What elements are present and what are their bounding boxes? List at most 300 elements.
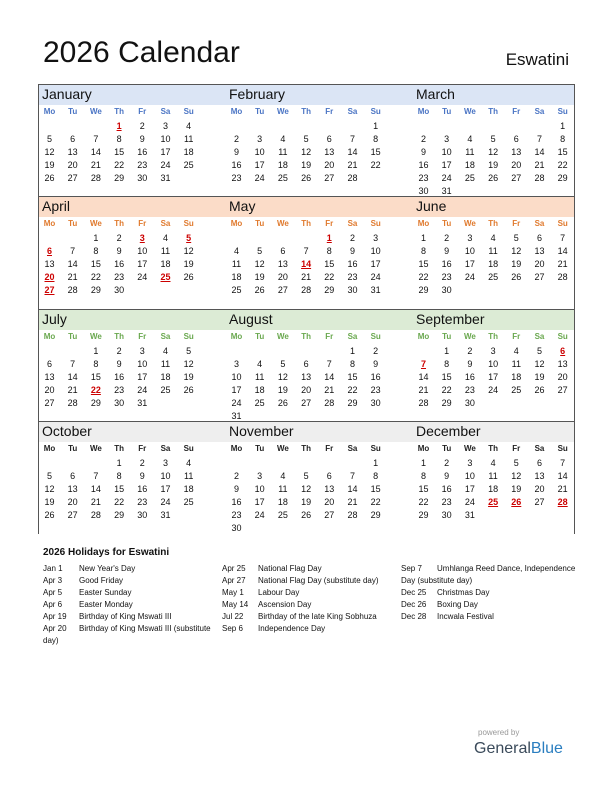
day-cell: 27: [67, 510, 78, 520]
day-cell: 27: [324, 173, 335, 183]
day-cell: 25: [488, 272, 499, 282]
weekday-label: Su: [370, 219, 381, 228]
day-cell: 17: [464, 484, 475, 494]
day-cell: 10: [464, 246, 475, 256]
day-cell: 16: [137, 147, 148, 157]
day-cell: 19: [534, 372, 545, 382]
month-december: [412, 421, 574, 533]
holiday-name: Birthday of King Mswati III (substitute day): [43, 624, 211, 645]
day-cell: 20: [67, 497, 78, 507]
day-cell: 29: [324, 285, 335, 295]
day-cell: 21: [347, 160, 358, 170]
day-cell: 26: [534, 385, 545, 395]
day-cell: 30: [114, 285, 125, 295]
holiday-item: [401, 611, 576, 623]
weekday-label: Tu: [68, 444, 78, 453]
day-cell: 22: [347, 385, 358, 395]
day-cell: 2: [116, 233, 122, 243]
weekday-label: Tu: [255, 219, 265, 228]
day-cell: 17: [254, 497, 265, 507]
day-cell: 26: [301, 173, 312, 183]
weekday-label: Th: [488, 332, 498, 341]
holidays-column-1: [43, 563, 215, 647]
day-cell: 26: [183, 385, 194, 395]
weekday-label: We: [463, 332, 476, 341]
day-cell: 22: [557, 160, 568, 170]
day-cell: 1: [420, 233, 426, 243]
weekday-label: Sa: [347, 444, 358, 453]
day-cell: 20: [301, 385, 312, 395]
day-cell: 16: [231, 160, 242, 170]
weekday-label: Sa: [534, 444, 545, 453]
weekday-label: Sa: [534, 107, 545, 116]
day-cell: 18: [231, 272, 242, 282]
powered-by-text: powered by: [478, 728, 520, 737]
holiday-name: New Year's Day: [79, 564, 136, 573]
weekday-label: Fr: [512, 444, 521, 453]
holiday-item: [401, 563, 576, 587]
month-name: November: [229, 423, 294, 439]
weekday-label: Mo: [230, 219, 243, 228]
day-cell: 20: [324, 497, 335, 507]
day-cell: 10: [160, 471, 171, 481]
day-cell: 3: [444, 134, 450, 144]
day-cell: 17: [231, 385, 242, 395]
day-cell: 30: [441, 285, 452, 295]
holiday-date: Jan 1: [43, 564, 63, 573]
day-cell: 28: [90, 510, 101, 520]
day-cell: 20: [324, 160, 335, 170]
weekday-label: Fr: [138, 107, 147, 116]
day-cell: 15: [441, 372, 452, 382]
day-cell: 24: [160, 160, 171, 170]
day-cell: 7: [93, 134, 99, 144]
day-cell: 3: [467, 233, 473, 243]
day-cell: 2: [139, 121, 145, 131]
calendar-grid: [38, 84, 574, 534]
day-cell: 19: [301, 160, 312, 170]
weekday-label: Mo: [417, 332, 430, 341]
day-cell: 21: [418, 385, 429, 395]
day-cell: 2: [467, 346, 473, 356]
day-cell: 12: [511, 246, 522, 256]
weekday-label: Tu: [442, 107, 452, 116]
weekday-label: We: [89, 219, 102, 228]
day-cell: 21: [67, 272, 78, 282]
day-cell: 7: [349, 471, 355, 481]
day-cell: 13: [557, 359, 568, 369]
day-cell: 16: [441, 259, 452, 269]
day-cell: 13: [67, 147, 78, 157]
day-cell: 26: [183, 272, 194, 282]
day-cell: 22: [324, 272, 335, 282]
holiday-date: Apr 6: [43, 600, 63, 609]
weekday-label: Th: [488, 107, 498, 116]
holiday-day: 25: [488, 497, 499, 507]
holiday-date: Dec 25: [401, 588, 427, 597]
holiday-day: 1: [116, 121, 122, 131]
day-cell: 16: [441, 484, 452, 494]
day-cell: 16: [347, 259, 358, 269]
weekday-label: Fr: [512, 219, 521, 228]
holiday-date: Jul 22: [222, 612, 244, 621]
holiday-day: 27: [44, 285, 55, 295]
day-cell: 11: [184, 134, 194, 144]
month-august: [225, 309, 387, 421]
day-cell: 24: [488, 385, 499, 395]
holiday-name: Easter Sunday: [79, 588, 132, 597]
day-cell: 7: [536, 134, 542, 144]
day-cell: 3: [233, 359, 239, 369]
month-january: [38, 84, 200, 196]
day-cell: 15: [324, 259, 335, 269]
holiday-item: [43, 587, 215, 599]
weekday-label: Mo: [417, 107, 430, 116]
day-cell: 25: [231, 285, 242, 295]
day-cell: 12: [183, 246, 194, 256]
holiday-name: Birthday of the late King Sobhuza: [258, 612, 377, 621]
day-cell: 25: [254, 398, 265, 408]
weekday-label: Fr: [138, 444, 147, 453]
weekday-label: Su: [183, 107, 194, 116]
weekday-label: Mo: [43, 444, 56, 453]
day-cell: 23: [441, 272, 452, 282]
day-cell: 13: [324, 484, 335, 494]
day-cell: 27: [534, 497, 545, 507]
weekday-label: Sa: [347, 219, 358, 228]
holiday-day: 7: [420, 359, 426, 369]
weekday-label: Fr: [325, 332, 334, 341]
day-cell: 13: [44, 259, 55, 269]
holiday-item: [43, 611, 215, 623]
day-cell: 23: [114, 385, 125, 395]
day-cell: 10: [488, 359, 499, 369]
day-cell: 29: [90, 398, 101, 408]
page-title: 2026 Calendar: [43, 36, 240, 69]
day-cell: 23: [137, 497, 148, 507]
weekday-label: We: [463, 219, 476, 228]
weekday-label: Sa: [160, 219, 171, 228]
weekday-label: Mo: [417, 444, 430, 453]
day-cell: 16: [114, 259, 125, 269]
day-cell: 15: [347, 372, 358, 382]
weekday-label: Sa: [347, 332, 358, 341]
day-cell: 21: [557, 484, 568, 494]
day-cell: 18: [464, 160, 475, 170]
day-cell: 8: [420, 246, 426, 256]
holiday-date: Dec 26: [401, 600, 427, 609]
day-cell: 5: [303, 471, 309, 481]
month-september: [412, 309, 574, 421]
day-cell: 16: [418, 160, 429, 170]
day-cell: 28: [534, 173, 545, 183]
day-cell: 31: [160, 173, 171, 183]
day-cell: 1: [93, 346, 99, 356]
day-cell: 9: [373, 359, 379, 369]
day-cell: 4: [280, 471, 286, 481]
day-cell: 28: [418, 398, 429, 408]
day-cell: 5: [303, 134, 309, 144]
day-cell: 8: [116, 134, 122, 144]
country-name: Eswatini: [505, 50, 569, 69]
day-cell: 6: [326, 471, 332, 481]
brand-logo[interactable]: [474, 740, 563, 758]
day-cell: 6: [46, 359, 52, 369]
weekday-label: Th: [114, 444, 124, 453]
holiday-item: [43, 623, 215, 647]
weekday-label: Mo: [43, 107, 56, 116]
day-cell: 16: [231, 497, 242, 507]
holiday-name: Labour Day: [258, 588, 300, 597]
day-cell: 5: [280, 359, 286, 369]
day-cell: 19: [301, 497, 312, 507]
day-cell: 9: [233, 147, 239, 157]
weekday-label: Fr: [512, 332, 521, 341]
day-cell: 11: [160, 246, 171, 256]
day-cell: 17: [488, 372, 499, 382]
day-cell: 29: [114, 510, 125, 520]
day-cell: 4: [162, 233, 168, 243]
day-cell: 6: [513, 134, 519, 144]
day-cell: 9: [116, 359, 122, 369]
holiday-name: Good Friday: [79, 576, 124, 585]
day-cell: 4: [513, 346, 519, 356]
day-cell: 2: [373, 346, 379, 356]
weekday-label: We: [276, 107, 289, 116]
day-cell: 21: [347, 497, 358, 507]
holiday-name: Christmas Day: [437, 588, 490, 597]
day-cell: 8: [373, 471, 379, 481]
holiday-item: [222, 563, 392, 575]
day-cell: 23: [231, 510, 242, 520]
day-cell: 17: [160, 147, 171, 157]
day-cell: 13: [44, 372, 55, 382]
day-cell: 11: [255, 372, 265, 382]
day-cell: 12: [254, 259, 265, 269]
day-cell: 6: [536, 458, 542, 468]
weekday-label: Su: [183, 444, 194, 453]
day-cell: 14: [67, 259, 78, 269]
day-cell: 1: [560, 121, 566, 131]
day-cell: 25: [511, 385, 522, 395]
day-cell: 13: [67, 484, 78, 494]
weekday-label: We: [89, 444, 102, 453]
day-cell: 5: [257, 246, 263, 256]
holiday-date: May 14: [222, 600, 249, 609]
weekday-label: Tu: [255, 444, 265, 453]
day-cell: 11: [465, 147, 475, 157]
day-cell: 1: [116, 458, 122, 468]
day-cell: 30: [441, 510, 452, 520]
day-cell: 24: [441, 173, 452, 183]
day-cell: 6: [280, 246, 286, 256]
weekday-label: Mo: [230, 107, 243, 116]
day-cell: 3: [162, 458, 168, 468]
day-cell: 24: [254, 510, 265, 520]
day-cell: 23: [370, 385, 381, 395]
day-cell: 26: [254, 285, 265, 295]
day-cell: 2: [233, 471, 239, 481]
day-cell: 18: [183, 147, 194, 157]
day-cell: 1: [93, 233, 99, 243]
day-cell: 3: [490, 346, 496, 356]
holiday-day: 3: [139, 233, 145, 243]
weekday-label: Th: [114, 332, 124, 341]
day-cell: 1: [373, 458, 379, 468]
weekday-label: Su: [557, 219, 568, 228]
holiday-day: 25: [160, 272, 171, 282]
day-cell: 5: [46, 134, 52, 144]
holiday-name: Ascension Day: [258, 600, 312, 609]
holiday-item: [401, 599, 576, 611]
month-name: February: [229, 86, 286, 102]
day-cell: 9: [444, 246, 450, 256]
day-cell: 25: [183, 160, 194, 170]
day-cell: 8: [373, 134, 379, 144]
day-cell: 15: [114, 484, 125, 494]
day-cell: 16: [137, 484, 148, 494]
month-july: [38, 309, 200, 421]
day-cell: 3: [139, 346, 145, 356]
day-cell: 5: [186, 346, 192, 356]
weekday-label: Th: [488, 444, 498, 453]
month-name: October: [42, 423, 92, 439]
weekday-label: Sa: [534, 219, 545, 228]
day-cell: 2: [444, 233, 450, 243]
day-cell: 29: [441, 398, 452, 408]
weekday-label: Fr: [512, 107, 521, 116]
day-cell: 28: [347, 173, 358, 183]
day-cell: 15: [370, 147, 381, 157]
day-cell: 12: [301, 484, 312, 494]
weekday-label: Tu: [255, 107, 265, 116]
day-cell: 2: [444, 458, 450, 468]
day-cell: 19: [488, 160, 499, 170]
day-cell: 17: [137, 259, 148, 269]
weekday-label: Su: [557, 107, 568, 116]
weekday-label: Tu: [68, 332, 78, 341]
weekday-label: Mo: [230, 444, 243, 453]
day-cell: 23: [347, 272, 358, 282]
holiday-item: [222, 599, 392, 611]
day-cell: 24: [231, 398, 242, 408]
day-cell: 3: [373, 233, 379, 243]
month-name: July: [42, 311, 67, 327]
day-cell: 17: [254, 160, 265, 170]
day-cell: 9: [139, 471, 145, 481]
day-cell: 20: [67, 160, 78, 170]
day-cell: 13: [301, 372, 312, 382]
day-cell: 14: [347, 147, 358, 157]
weekday-label: Tu: [442, 444, 452, 453]
day-cell: 7: [349, 134, 355, 144]
day-cell: 9: [139, 134, 145, 144]
holiday-name: Incwala Festival: [437, 612, 494, 621]
holiday-date: Dec 28: [401, 612, 427, 621]
day-cell: 30: [418, 186, 429, 196]
holiday-name: Boxing Day: [437, 600, 478, 609]
day-cell: 4: [233, 246, 239, 256]
day-cell: 31: [441, 186, 452, 196]
day-cell: 22: [418, 497, 429, 507]
holiday-item: [401, 587, 576, 599]
holidays-column-2: [222, 563, 392, 635]
holiday-item: [222, 587, 392, 599]
holiday-day: 26: [511, 497, 522, 507]
day-cell: 29: [347, 398, 358, 408]
day-cell: 11: [278, 484, 288, 494]
day-cell: 26: [44, 173, 55, 183]
day-cell: 30: [370, 398, 381, 408]
day-cell: 20: [534, 484, 545, 494]
day-cell: 8: [93, 246, 99, 256]
day-cell: 23: [418, 173, 429, 183]
day-cell: 26: [277, 398, 288, 408]
day-cell: 13: [534, 246, 545, 256]
day-cell: 15: [418, 259, 429, 269]
day-cell: 17: [160, 484, 171, 494]
day-cell: 24: [464, 497, 475, 507]
holiday-date: Apr 27: [222, 576, 246, 585]
day-cell: 15: [370, 484, 381, 494]
weekday-label: Th: [301, 219, 311, 228]
weekday-label: Tu: [68, 107, 78, 116]
day-cell: 18: [511, 372, 522, 382]
day-cell: 2: [139, 458, 145, 468]
day-cell: 9: [444, 471, 450, 481]
day-cell: 19: [511, 259, 522, 269]
day-cell: 17: [464, 259, 475, 269]
month-name: June: [416, 198, 447, 214]
day-cell: 10: [464, 471, 475, 481]
month-november: [225, 421, 387, 533]
day-cell: 25: [464, 173, 475, 183]
day-cell: 28: [324, 398, 335, 408]
day-cell: 23: [231, 173, 242, 183]
day-cell: 11: [184, 471, 194, 481]
month-name: May: [229, 198, 256, 214]
day-cell: 26: [301, 510, 312, 520]
day-cell: 26: [44, 510, 55, 520]
holiday-item: [43, 563, 215, 575]
day-cell: 17: [370, 259, 381, 269]
weekday-label: Th: [301, 332, 311, 341]
day-cell: 4: [186, 121, 192, 131]
day-cell: 24: [137, 385, 148, 395]
day-cell: 19: [44, 497, 55, 507]
day-cell: 28: [67, 285, 78, 295]
weekday-label: Su: [370, 444, 381, 453]
day-cell: 8: [93, 359, 99, 369]
day-cell: 9: [116, 246, 122, 256]
day-cell: 13: [324, 147, 335, 157]
weekday-label: Fr: [325, 444, 334, 453]
weekday-label: Su: [370, 107, 381, 116]
day-cell: 31: [370, 285, 381, 295]
weekday-label: Th: [114, 107, 124, 116]
day-cell: 11: [278, 147, 288, 157]
day-cell: 9: [467, 359, 473, 369]
month-name: August: [229, 311, 273, 327]
day-cell: 24: [254, 173, 265, 183]
day-cell: 22: [90, 272, 101, 282]
day-cell: 4: [280, 134, 286, 144]
day-cell: 24: [370, 272, 381, 282]
day-cell: 25: [277, 173, 288, 183]
day-cell: 31: [160, 510, 171, 520]
day-cell: 4: [162, 346, 168, 356]
day-cell: 4: [490, 233, 496, 243]
